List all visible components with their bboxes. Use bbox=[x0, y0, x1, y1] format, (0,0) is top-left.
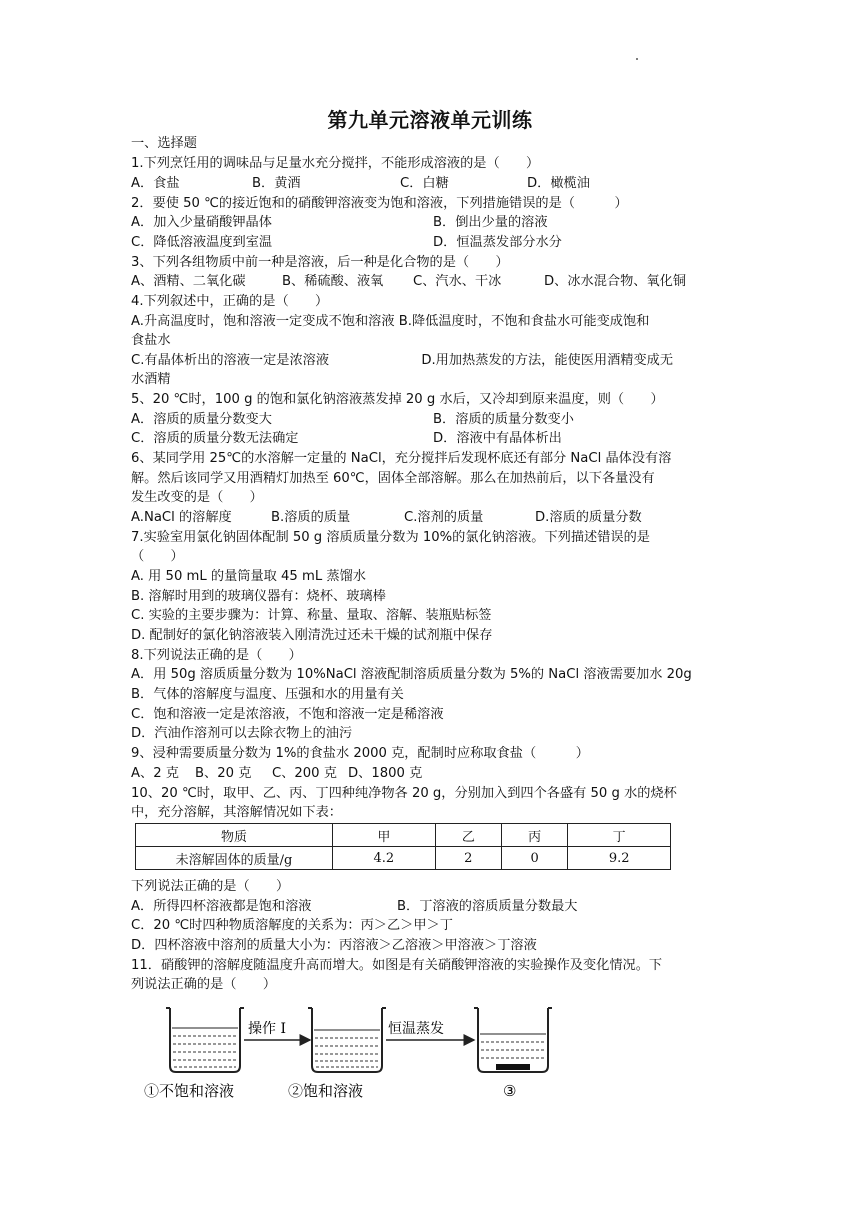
q3-option-a: A、酒精、二氧化碳 bbox=[131, 274, 246, 289]
q2-option-d: D．恒温蒸发部分水分 bbox=[433, 235, 562, 250]
q11-line-2: 列说法正确的是（ ） bbox=[131, 977, 277, 992]
q2-option-c: C．降低溶液温度到室温 bbox=[131, 235, 273, 250]
solubility-table bbox=[135, 823, 671, 870]
table-header-row bbox=[136, 824, 671, 847]
figure-label-3: ③ bbox=[503, 1082, 517, 1100]
q4-stem: 4.下列叙述中，正确的是（ ） bbox=[131, 294, 329, 309]
q1-option-d: D．橄榄油 bbox=[527, 176, 590, 191]
beaker-2-icon bbox=[308, 1008, 386, 1072]
q3-option-d: D、冰水混合物、氧化铜 bbox=[544, 274, 687, 289]
table-cell: 9.2 bbox=[568, 847, 671, 870]
q9-stem: 9、浸种需要质量分数为 1%的食盐水 2000 克，配制时应称取食盐（ ） bbox=[131, 746, 589, 761]
q10-option-a: A．所得四杯溶液都是饱和溶液 bbox=[131, 899, 312, 914]
figure-label-2: ②饱和溶液 bbox=[288, 1082, 364, 1100]
q1-option-a: A．食盐 bbox=[131, 176, 180, 191]
q5-stem: 5、20 ℃时，100 g 的饱和氯化钠溶液蒸发掉 20 g 水后，又冷却到原来温度，则（ ） bbox=[131, 392, 664, 407]
q9-option-b: B、20 克 bbox=[195, 766, 252, 781]
q4-line-4: 水酒精 bbox=[131, 372, 171, 387]
q10-after: 下列说法正确的是（ ） bbox=[131, 879, 290, 894]
table-cell: 4.2 bbox=[333, 847, 436, 870]
q7-option-a: A. 用 50 mL 的量筒量取 45 mL 蒸馏水 bbox=[131, 569, 366, 584]
q7-line-2: （ ） bbox=[131, 549, 184, 564]
table-cell: 2 bbox=[435, 847, 501, 870]
q7-line-1: 7.实验室用氯化钠固体配制 50 g 溶质质量分数为 10%的氯化钠溶液。下列描述错误的是 bbox=[131, 530, 650, 545]
q5-option-a: A．溶质的质量分数变大 bbox=[131, 412, 272, 427]
q6-option-d: D.溶质的质量分数 bbox=[535, 510, 642, 525]
q7-option-d: D. 配制好的氯化钠溶液装入刚清洗过还未干燥的试剂瓶中保存 bbox=[131, 628, 493, 643]
q1-option-b: B．黄酒 bbox=[252, 176, 301, 191]
q10-line-2: 中，充分溶解，其溶解情况如下表： bbox=[131, 805, 342, 820]
q8-option-a: A．用 50g 溶质质量分数为 10%NaCl 溶液配制溶质质量分数为 5%的 NaCl 溶液需要加水 20g bbox=[131, 667, 692, 682]
q10-line-1: 10、20 ℃时，取甲、乙、丙、丁四种纯净物各 20 g，分别加入到四个各盛有 50 g 水的烧杯 bbox=[131, 786, 677, 801]
q4-line-1: A.升高温度时，饱和溶液一定变成不饱和溶液 B.降低温度时，不饱和食盐水可能变成饱和 bbox=[131, 314, 650, 329]
q8-option-d: D．汽油作溶剂可以去除衣物上的油污 bbox=[131, 726, 353, 741]
table-row bbox=[136, 847, 671, 870]
q2-stem: 2．要使 50 ℃的接近饱和的硝酸钾溶液变为饱和溶液，下列措施错误的是（ ） bbox=[131, 196, 628, 211]
q1-stem: 1.下列烹饪用的调味品与足量水充分搅拌，不能形成溶液的是（ ） bbox=[131, 156, 540, 171]
q5-option-d: D．溶液中有晶体析出 bbox=[433, 431, 562, 446]
table-header-cell: 丁 bbox=[568, 824, 671, 847]
table-header-cell: 乙 bbox=[435, 824, 501, 847]
q5-option-c: C．溶质的质量分数无法确定 bbox=[131, 431, 299, 446]
table-header-cell: 物质 bbox=[136, 824, 333, 847]
q6-option-a: A.NaCl 的溶解度 bbox=[131, 510, 232, 525]
table-cell: 0 bbox=[501, 847, 567, 870]
beaker-3-icon bbox=[474, 1008, 552, 1072]
page-title: 第九单元溶液单元训练 bbox=[327, 108, 533, 132]
q3-option-b: B、稀硫酸、液氧 bbox=[282, 274, 384, 289]
q4-line-2: 食盐水 bbox=[131, 333, 171, 348]
figure-label-1: ①不饱和溶液 bbox=[144, 1082, 235, 1100]
q7-option-c: C. 实验的主要步骤为：计算、称量、量取、溶解、装瓶贴标签 bbox=[131, 608, 492, 623]
section-heading: 一、选择题 bbox=[131, 136, 197, 151]
q6-option-b: B.溶质的质量 bbox=[271, 510, 351, 525]
q6-option-c: C.溶剂的质量 bbox=[404, 510, 484, 525]
q9-option-a: A、2 克 bbox=[131, 766, 179, 781]
scan-dot bbox=[636, 58, 638, 60]
q10-option-b: B．丁溶液的溶质质量分数最大 bbox=[397, 899, 578, 914]
q4-line-3: C.有晶体析出的溶液一定是浓溶液 D.用加热蒸发的方法，能使医用酒精变成无 bbox=[131, 353, 674, 368]
q11-line-1: 11．硝酸钾的溶解度随温度升高而增大。如图是有关硝酸钾溶液的实验操作及变化情况。下 bbox=[131, 958, 663, 973]
q1-option-c: C．白糖 bbox=[400, 176, 449, 191]
table-header-cell: 甲 bbox=[333, 824, 436, 847]
arrow-2-label: 恒温蒸发 bbox=[388, 1021, 444, 1037]
q6-line-2: 解。然后该同学又用酒精灯加热至 60℃，固体全部溶解。那么在加热前后，以下各量没有 bbox=[131, 471, 655, 486]
table-header-cell: 丙 bbox=[501, 824, 567, 847]
q9-option-d: D、1800 克 bbox=[348, 766, 423, 781]
q6-line-1: 6、某同学用 25℃的水溶解一定量的 NaCl，充分搅拌后发现杯底还有部分 NaCl 晶体没有溶 bbox=[131, 451, 672, 466]
experiment-figure bbox=[140, 1000, 560, 1104]
q10-option-d: D．四杯溶液中溶剂的质量大小为：丙溶液＞乙溶液＞甲溶液＞丁溶液 bbox=[131, 938, 537, 953]
beaker-1-icon bbox=[166, 1008, 244, 1072]
q10-option-c: C．20 ℃时四种物质溶解度的关系为：丙＞乙＞甲＞丁 bbox=[131, 918, 453, 933]
q2-option-a: A．加入少量硝酸钾晶体 bbox=[131, 215, 272, 230]
q8-option-c: C．饱和溶液一定是浓溶液，不饱和溶液一定是稀溶液 bbox=[131, 707, 444, 722]
q6-line-3: 发生改变的是（ ） bbox=[131, 490, 263, 505]
crystal-icon bbox=[496, 1064, 530, 1070]
q3-option-c: C、汽水、干冰 bbox=[413, 274, 502, 289]
table-cell: 未溶解固体的质量/g bbox=[136, 847, 333, 870]
q2-option-b: B．倒出少量的溶液 bbox=[433, 215, 548, 230]
q8-stem: 8.下列说法正确的是（ ） bbox=[131, 648, 302, 663]
arrow-1-label: 操作 I bbox=[248, 1021, 286, 1037]
q8-option-b: B．气体的溶解度与温度、压强和水的用量有关 bbox=[131, 687, 404, 702]
q9-option-c: C、200 克 bbox=[272, 766, 337, 781]
q3-stem: 3、下列各组物质中前一种是溶液，后一种是化合物的是（ ） bbox=[131, 255, 509, 270]
q7-option-b: B. 溶解时用到的玻璃仪器有：烧杯、玻璃棒 bbox=[131, 589, 386, 604]
q5-option-b: B．溶质的质量分数变小 bbox=[433, 412, 574, 427]
